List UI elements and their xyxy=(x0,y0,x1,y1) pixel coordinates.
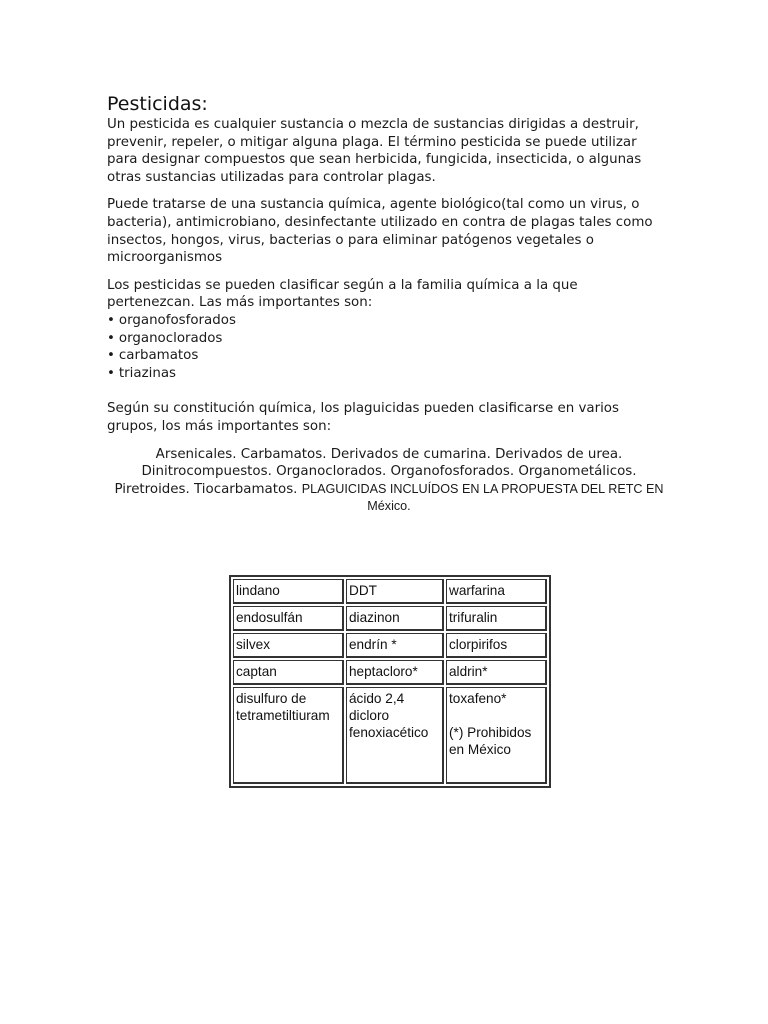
groups-list xyxy=(111,446,667,516)
list-item: • organofosforados xyxy=(107,312,667,330)
table-cell: aldrin* xyxy=(446,660,547,685)
table-cell: clorpirifos xyxy=(446,633,547,658)
classification-intro: Los pesticidas se pueden clasificar según a la familia química a la que pertenezcan. Las más importantes son: xyxy=(107,277,578,311)
table-cell: heptacloro* xyxy=(346,660,444,685)
list-item: • carbamatos xyxy=(107,347,667,365)
groups-list-text: Arsenicales. Carbamatos. Derivados de cumarina. Derivados de urea. Dinitrocompuestos. Organoclorados. Organofosforados. Organometálicos. Piretroides. Tiocarbamatos. xyxy=(114,446,637,497)
prohibited-note: (*) Prohibidos en México xyxy=(449,725,532,757)
table-cell: warfarina xyxy=(446,579,547,604)
list-item: • organoclorados xyxy=(107,330,667,348)
groups-intro: Según su constitución química, los plaguicidas pueden clasificarse en varios grupos, los más importantes son: xyxy=(107,401,619,434)
paragraph-types: Puede tratarse de una sustancia química, agente biológico(tal como un virus, o bacteria), antimicrobiano, desinfectante utilizado en contra de plagas tales como insectos, hongos, virus, bacterias o para eliminar patógenos vegetales o microorganismos xyxy=(107,197,653,266)
table-cell: trifuralin xyxy=(446,606,547,631)
pesticide-table-container xyxy=(229,575,551,788)
document-page xyxy=(107,92,667,516)
table-row xyxy=(233,687,547,784)
paragraph-definition: Un pesticida es cualquier sustancia o mezcla de sustancias dirigidas a destruir, prevenir, repeler, o mitigar alguna plaga. El término pesticida se puede utilizar para designar compuestos que sean herbicida, fungicida, insecticida, o algunas otras sustancias utilizadas para controlar plagas. xyxy=(107,117,642,185)
pesticide-table xyxy=(229,575,551,788)
table-caption: PLAGUICIDAS INCLUÍDOS EN LA PROPUESTA DEL RETC EN México. xyxy=(301,481,664,514)
table-row xyxy=(233,606,547,631)
toxafeno-label: toxafeno* xyxy=(449,691,507,706)
table-cell: diazinon xyxy=(346,606,444,631)
classification-list xyxy=(107,312,667,382)
list-item: • triazinas xyxy=(107,365,667,383)
table-cell: captan xyxy=(233,660,344,685)
table-row xyxy=(233,579,547,604)
table-row xyxy=(233,660,547,685)
table-cell: disulfuro de tetrametiltiuram xyxy=(233,687,344,784)
table-cell: DDT xyxy=(346,579,444,604)
table-cell: endrín * xyxy=(346,633,444,658)
table-cell: lindano xyxy=(233,579,344,604)
page-title: Pesticidas: xyxy=(107,93,208,115)
table-cell: endosulfán xyxy=(233,606,344,631)
table-cell: silvex xyxy=(233,633,344,658)
table-cell: ácido 2,4 dicloro fenoxiacético xyxy=(346,687,444,784)
table-cell-note xyxy=(446,687,547,784)
table-row xyxy=(233,633,547,658)
